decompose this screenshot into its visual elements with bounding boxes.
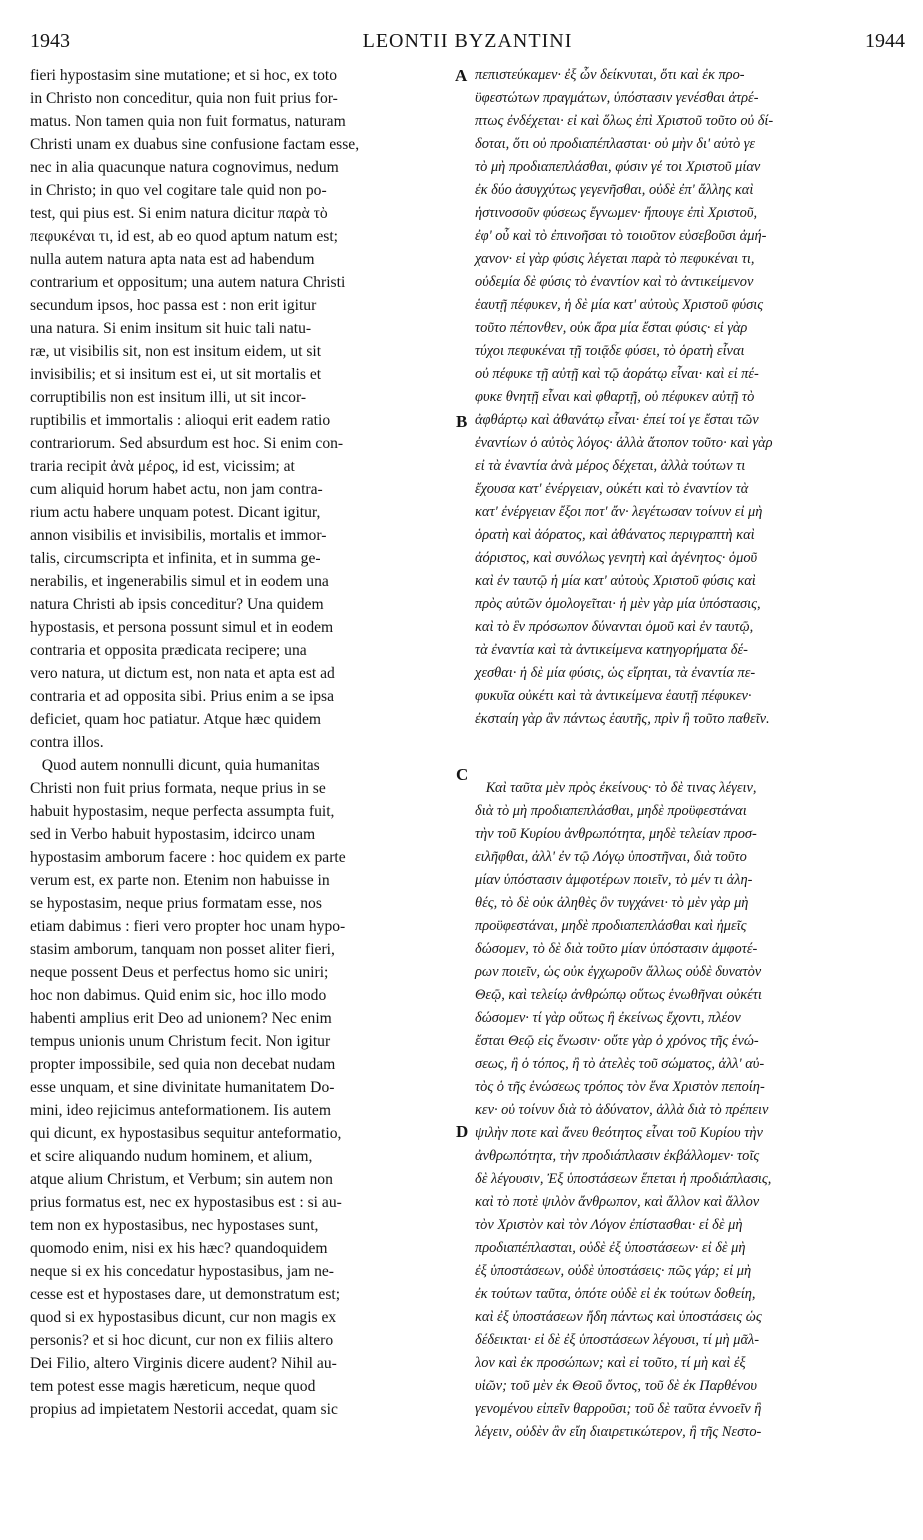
latin-text-line: nec in alia quacunque natura cognovimus, nedum <box>30 159 339 176</box>
greek-text-line: φυκε θνητῇ εἶναι καὶ φθαρτῇ, οὐ πέφυκεν αὐτῇ τὸ <box>475 389 755 405</box>
greek-text-line: Καὶ ταῦτα μὲν πρὸς ἐκείνους· τὸ δὲ τινας λέγειν, <box>475 780 757 796</box>
greek-text-line: φυκυῖα οὐκέτι καὶ τὰ ἀντικείμενα ἑαυτῇ πέφυκεν· <box>475 688 752 704</box>
latin-text-line: propter impossibile, sed quia non decebat nudam <box>30 1056 336 1073</box>
greek-text-line: χανον· εἰ γὰρ φύσις λέγεται παρὰ τὸ πεφυκέναι τι, <box>475 251 755 267</box>
latin-text-line: et scire aliquando nudum hominem, et alium, <box>30 1148 313 1165</box>
latin-text-line: contraria et ad opposita sibi. Prius enim a se ipsa <box>30 688 335 705</box>
greek-text-line: οὐδεμία δὲ φύσις τὸ ἐναντίον καὶ τὸ ἀντικείμενον <box>475 274 754 290</box>
latin-text-line: in Christo non conceditur, quia non fuit prius for- <box>30 90 338 107</box>
greek-text-line: ἐφ' οὗ καὶ τὸ ἐπινοῆσαι τὸ τοιοῦτον εὐσεβοῦσι ἀμή- <box>475 228 767 244</box>
latin-column <box>30 64 455 1421</box>
latin-text-line: deficiet, quam hoc patiatur. Atque hæc quidem <box>30 711 322 728</box>
latin-text-line: hoc non dabimus. Quid enim sic, hoc illo modo <box>30 987 327 1004</box>
greek-text-line: ϋφεστώτων πραγμάτων, ὑπόστασιν γενέσθαι ἀτρέ- <box>475 90 759 106</box>
latin-text-line: verum est, ex parte non. Etenim non habuisse in <box>30 872 330 889</box>
greek-text-line: ἀόριστος, καὶ συνόλως γενητὴ καὶ ἀγένητος· ὁμοῦ <box>475 550 758 566</box>
latin-text-line: atque alium Christum, et Verbum; sin autem non <box>30 1171 333 1188</box>
greek-text-line: πτως ἐνδέχεται· εἰ καὶ ὅλως ἐπὶ Χριστοῦ τοῦτο οὐ δί- <box>475 113 774 129</box>
greek-text-line: ἐναντίων ὁ αὐτὸς λόγος· ἀλλὰ ἄτοπον τοῦτο· καὶ γὰρ <box>475 435 773 451</box>
margin-marker-d: D <box>456 1122 469 1141</box>
latin-text-line: tempus unionis unum Christum fecit. Non igitur <box>30 1033 331 1050</box>
greek-text-line: δέδεικται· εἰ δὲ ἐξ ὑποστάσεων λέγουσι, τί μὴ μᾶλ- <box>475 1332 760 1348</box>
latin-text-line: rium actu habere unquam potest. Dicant igitur, <box>30 504 321 521</box>
greek-text-line: κατ' ἐνέργειαν ἔξοι ποτ' ἄν· λεγέτωσαν τοίνυν εἰ μὴ <box>475 504 763 520</box>
greek-text-line: προδιαπέπλασται, οὐδὲ ἐξ ὑποστάσεων· εἰ δὲ μὴ <box>475 1240 746 1256</box>
greek-text-line: τοῦτο πέπονθεν, οὐκ ἄρα μία ἔσται φύσις· εἰ γὰρ <box>475 320 748 336</box>
greek-text-line: ἔσται Θεῷ εἰς ἕνωσιν· οὔτε γὰρ ὁ χρόνος τῆς ἑνώ- <box>475 1033 759 1049</box>
greek-text-line: οὐ πέφυκε τῇ αὐτῇ καὶ τῷ ἀοράτῳ εἶναι· καὶ εἰ πέ- <box>475 366 759 382</box>
latin-text-line: prius formatus est, nec ex hypostasibus est : si au- <box>30 1194 342 1211</box>
latin-text-line: sed in Verbo habuit hypostasim, idcirco unam <box>30 826 316 843</box>
latin-text-line: cum aliquid horum habet actu, non jam contra- <box>30 481 323 498</box>
greek-text-line: ἀφθάρτῳ καὶ ἀθανάτῳ εἶναι· ἐπεί τοί γε ἔσται τῶν <box>475 412 759 428</box>
greek-text-line: λον καὶ ἐκ προσώπων; καὶ εἰ τοῦτο, τί μὴ καὶ ἐξ <box>475 1355 746 1371</box>
greek-text-line: σεως, ἢ ὁ τόπος, ἢ τὸ ἀτελὲς τοῦ σώματος, ἀλλ' αὐ- <box>475 1056 765 1072</box>
greek-text-line: τὸ μὴ προδιαπεπλάσθαι, φύσιν γέ τοι Χριστοῦ μίαν <box>475 159 761 175</box>
greek-text-line: τὴν τοῦ Κυρίου ἀνθρωπότητα, μηδὲ τελείαν προσ- <box>475 826 757 842</box>
latin-text-line: una natura. Si enim insitum sit huic tali natu- <box>30 320 312 337</box>
latin-text-line: quomodo enim, nisi ex his hæc? quandoquidem <box>30 1240 328 1257</box>
latin-text-line: stasim amborum, tanquam non posset aliter fieri, <box>30 941 335 958</box>
greek-text-line: πρὸς αὐτῶν ὁμολογεῖται· ἡ μὲν γὰρ μία ὑπόστασις, <box>475 596 761 612</box>
latin-text-line: cesse est et hypostases dare, ut demonstratum est; <box>30 1286 341 1303</box>
greek-text-line: ὁρατὴ καὶ ἀόρατος, καὶ ἀθάνατος περιγραπτὴ καὶ <box>475 527 755 543</box>
latin-text-line: hypostasis, et persona possunt simul et in eodem <box>30 619 334 636</box>
latin-text-line: in Christo; in quo vel cogitare tale quid non po- <box>30 182 327 199</box>
greek-text-line: ἡστινοσοῦν φύσεως ἔγνωμεν· ἤπουγε ἐπὶ Χριστοῦ, <box>475 205 758 221</box>
latin-text-line: personis? et si hoc dicunt, cur non ex filiis altero <box>30 1332 334 1349</box>
greek-text-line <box>475 731 908 754</box>
greek-text-line: δὲ λέγουσιν, Ἐξ ὑποστάσεων ἕπεται ἡ προδιάπλασις, <box>475 1171 772 1187</box>
latin-text-line: hypostasim amborum facere : hoc quidem ex parte <box>30 849 346 866</box>
greek-text-line: διὰ τὸ μὴ προδιαπεπλάσθαι, μηδὲ προϋφεστάναι <box>475 803 747 819</box>
greek-text-line: θές, τὸ δὲ οὐκ ἀληθὲς ὂν τυγχάνει· τὸ μὲν γὰρ μὴ <box>475 895 749 911</box>
greek-text-line <box>475 754 908 777</box>
greek-text-line: εἰ τὰ ἐναντία ἀνὰ μέρος δέχεται, ἀλλὰ τούτων τι <box>475 458 746 474</box>
latin-text-line: traria recipit ἀνὰ μέρος, id est, vicissim; at <box>30 458 295 475</box>
latin-text-line: ræ, ut visibilis sit, non est insitum eidem, ut sit <box>30 343 322 360</box>
latin-text-line: vero natura, ut dictum est, non nata et apta est ad <box>30 665 335 682</box>
latin-text-line: contra illos. <box>30 734 104 751</box>
latin-text-line: se hypostasim, neque prius formatam esse, nos <box>30 895 322 912</box>
latin-text-line: Christi non fuit prius formata, neque prius in se <box>30 780 326 797</box>
greek-text-line: καὶ τὸ ποτὲ ψιλὸν ἄνθρωπον, καὶ ἄλλον καὶ ἄλλον <box>475 1194 760 1210</box>
greek-text-line: καὶ τὸ ἓν πρόσωπον δύνανται ὁμοῦ καὶ ἐν ταυτῷ, <box>475 619 754 635</box>
greek-text-line: μίαν ὑπόστασιν ἀμφοτέρων ποιεῖν, τὸ μέν τι ἀλη- <box>475 872 753 888</box>
running-header <box>30 30 905 56</box>
latin-text-line: esse unquam, et sine divinitate humanitatem Do- <box>30 1079 335 1096</box>
latin-text-line: contrarium et oppositum; una autem natura Christi <box>30 274 346 291</box>
latin-text-line: nerabilis, et ingenerabilis simul et in eodem una <box>30 573 329 590</box>
greek-text-line: ρων ποιεῖν, ὡς οὐκ ἐγχωροῦν ἄλλως οὐδὲ δυνατὸν <box>475 964 762 980</box>
latin-text-line: qui dicunt, ex hypostasibus sequitur anteformatio, <box>30 1125 342 1142</box>
greek-text-line: ειλῆφθαι, ἀλλ' ἐν τῷ Λόγῳ ὑποστῆναι, διὰ τοῦτο <box>475 849 747 865</box>
greek-text-line: ἐκ τούτων ταῦτα, ὁπότε οὐδὲ εἰ ἐκ τούτων δοθείη, <box>475 1286 756 1302</box>
latin-text-line: contrariorum. Sed absurdum est hoc. Si enim con- <box>30 435 344 452</box>
greek-text-line: ἐκ δύο ἀσυγχύτως γεγενῆσθαι, οὐδὲ ἐπ' ἄλλης καὶ <box>475 182 754 198</box>
latin-text-line: annon visibilis et invisibilis, mortalis et immor- <box>30 527 327 544</box>
latin-text-line: tem non ex hypostasibus, nec hypostases sunt, <box>30 1217 319 1234</box>
greek-text-line: τὰ ἐναντία καὶ τὰ ἀντικείμενα κατηγορήματα δέ- <box>475 642 748 658</box>
greek-text-line: λέγειν, οὐδὲν ἂν εἴη διαιρετικώτερον, ἢ τῆς Νεστο- <box>475 1424 762 1440</box>
running-title: LEONTII BYZANTINI <box>362 30 573 52</box>
greek-text-line: γενομένου εἰπεῖν θαρροῦσι; τοῦ δὲ ταῦτα ἐννοεῖν ἢ <box>475 1401 762 1417</box>
latin-text-line: habenti amplius erit Deo ad unionem? Nec enim <box>30 1010 332 1027</box>
greek-text-line: ἐξ ὑποστάσεων, οὐδὲ ὑποστάσεις· πῶς γάρ; εἰ μὴ <box>475 1263 752 1279</box>
latin-text-line: Dei Filio, altero Virginis dicere audent? Nihil au- <box>30 1355 337 1372</box>
margin-marker-b: B <box>456 412 468 431</box>
latin-text-line: πεφυκέναι τι, id est, ab eo quod aptum natum est; <box>30 228 338 245</box>
greek-text-line: τύχοι πεφυκέναι τῇ τοιᾷδε φύσει, τὸ ὁρατὴ εἶναι <box>475 343 745 359</box>
latin-text-line: natura Christi ab ipsis conceditur? Una quidem <box>30 596 324 613</box>
greek-text-line: πεπιστεύκαμεν· ἐξ ὧν δείκνυται, ὅτι καὶ ἐκ προ- <box>475 67 745 83</box>
latin-text-line: fieri hypostasim sine mutatione; et si hoc, ex toto <box>30 67 338 84</box>
greek-text-line: δώσομεν, τὸ δὲ διὰ τοῦτο μίαν ὑπόστασιν ἀμφοτέ- <box>475 941 758 957</box>
greek-text-line: ἀνθρωπότητα, τὴν προδιάπλασιν ἐκβάλλομεν· τοῖς <box>475 1148 760 1164</box>
latin-text-line: nulla autem natura apta nata est ad habendum <box>30 251 315 268</box>
greek-text-line: καὶ ἐξ ὑποστάσεων ἤδη πάντως καὶ ὑποστάσεις ὡς <box>475 1309 762 1325</box>
greek-text-line: προϋφεστάναι, μηδὲ προδιαπεπλάσθαι καὶ ἡμεῖς <box>475 918 747 934</box>
latin-text-line: invisibilis; et si insitum est ei, ut sit mortalis et <box>30 366 322 383</box>
latin-text-line: etiam dabimus : fieri vero propter hoc unam hypo- <box>30 918 346 935</box>
margin-marker-c: C <box>456 765 469 784</box>
greek-text-line: δοται, ὅτι οὐ προδιαπέπλασται· οὐ μὴν δι' αὐτὸ γε <box>475 136 756 152</box>
latin-text-line: mini, ideo rejicimus anteformationem. Iis autem <box>30 1102 331 1119</box>
latin-text-line: secundum ipsos, hoc passa est : non erit igitur <box>30 297 317 314</box>
greek-text-line: τὸς ὁ τῆς ἑνώσεως τρόπος τὸν ἕνα Χριστὸν πεποίη- <box>475 1079 765 1095</box>
greek-text-line: ἑαυτῇ πέφυκεν, ἡ δὲ μία κατ' αὐτοὺς Χριστοῦ φύσις <box>475 297 764 313</box>
latin-text-line: contraria et opposita prædicata recipere; una <box>30 642 307 659</box>
greek-column <box>475 64 908 1444</box>
page-number-left: 1943 <box>30 30 70 52</box>
greek-text-line: υἱῶν; τοῦ μὲν ἐκ Θεοῦ ὄντος, τοῦ δὲ ἐκ Παρθένου <box>475 1378 758 1394</box>
greek-text-line: ψιλὴν ποτε καὶ ἄνευ θεότητος εἶναι τοῦ Κυρίου τὴν <box>475 1125 763 1141</box>
latin-text-line: matus. Non tamen quia non fuit formatus, naturam <box>30 113 346 130</box>
latin-text-line: corruptibilis non est insitum illi, ut sit incor- <box>30 389 307 406</box>
greek-text-line: καὶ ἐν ταυτῷ ἡ μία κατ' αὐτοὺς Χριστοῦ φύσις καὶ <box>475 573 756 589</box>
latin-text-line: propius ad impietatem Nestorii accedat, quam sic <box>30 1401 338 1418</box>
latin-text-line: neque possent Deus et perfectus homo sic uniri; <box>30 964 329 981</box>
greek-text-line: χεσθαι· ἡ δὲ μία φύσις, ὡς εἴρηται, τὰ ἐναντία πε- <box>475 665 756 681</box>
greek-text-line: κεν· οὐ τοίνυν διὰ τὸ ἀδύνατον, ἀλλὰ διὰ τὸ πρέπειν <box>475 1102 769 1118</box>
latin-text-line: ruptibilis et immortalis : alioqui erit eadem ratio <box>30 412 331 429</box>
greek-text-line: τὸν Χριστὸν καὶ τὸν Λόγον ἐπίστασθαι· εἰ δὲ μὴ <box>475 1217 743 1233</box>
page-number-right: 1944 <box>865 30 905 52</box>
greek-text-line: ἔχουσα κατ' ἐνέργειαν, οὐκέτι καὶ τὸ ἐναντίον τὰ <box>475 481 749 497</box>
latin-text-line: Christi unam ex duabus sine confusione factam esse, <box>30 136 360 153</box>
greek-text-line: Θεῷ, καὶ τελείῳ ἀνθρώπῳ οὕτως ἑνωθῆναι οὐκέτι <box>475 987 762 1003</box>
latin-text-line: habuit hypostasim, neque perfecta assumpta fuit, <box>30 803 335 820</box>
margin-marker-a: A <box>455 66 468 85</box>
greek-text-line: ἐκσταίη γὰρ ἂν πάντως ἑαυτῆς, πρὶν ἢ τοῦτο παθεῖν. <box>475 711 770 727</box>
latin-text-line: Quod autem nonnulli dicunt, quia humanitas <box>30 757 320 774</box>
latin-text-line: tem potest esse magis hæreticum, neque quod <box>30 1378 316 1395</box>
latin-text-line: talis, circumscripta et infinita, et in summa ge- <box>30 550 321 567</box>
latin-text-line: quod si ex hypostasibus dicunt, cur non magis ex <box>30 1309 337 1326</box>
latin-text-line: test, qui pius est. Si enim natura dicitur παρὰ τὸ <box>30 205 328 222</box>
greek-text-line: δώσομεν· τί γὰρ οὕτως ἢ ἐκείνως ἔχοντι, πλέον <box>475 1010 741 1026</box>
latin-text-line: neque si ex his concedatur hypostasibus, jam ne- <box>30 1263 335 1280</box>
